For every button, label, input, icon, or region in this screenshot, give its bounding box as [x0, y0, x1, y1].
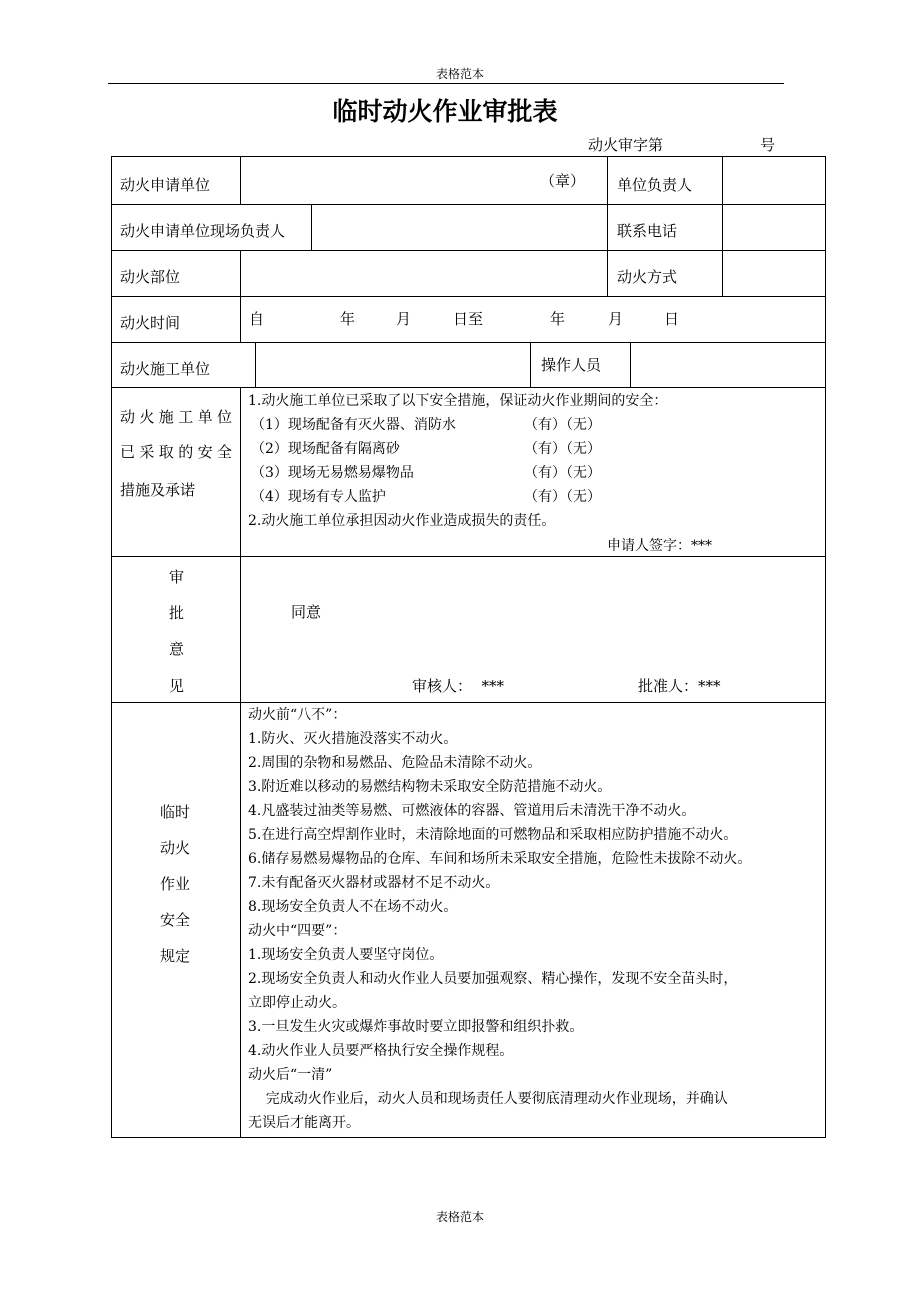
- location-field[interactable]: [242, 252, 606, 295]
- rules-line: 8.现场安全负责人不在场不动火。: [248, 899, 458, 915]
- measure-item-1: （1）现场配备有灭火器、消防水: [251, 417, 456, 433]
- doc-number-prefix: 动火审字第: [588, 136, 664, 154]
- measures-label-line-1: 动火施工单位: [120, 408, 237, 426]
- rules-line: 2.周围的杂物和易燃品、危险品未清除不动火。: [248, 755, 542, 771]
- measure-choice-3[interactable]: （有）（无）: [524, 465, 601, 481]
- page-header: 表格范本: [435, 67, 484, 81]
- operator-field[interactable]: [632, 344, 824, 386]
- measures-intro: 1.动火施工单位已采取了以下安全措施，保证动火作业期间的安全：: [248, 393, 668, 409]
- operator-label: 操作人员: [541, 356, 602, 374]
- time-day-2: 日: [664, 310, 680, 328]
- approval-label-char-1: 审: [169, 568, 185, 586]
- rules-label-line-5: 规定: [160, 947, 191, 965]
- rules-label-line-4: 安全: [160, 911, 191, 929]
- phone-field[interactable]: [724, 206, 824, 249]
- measure-item-4: （4）现场有专人监护: [251, 489, 386, 505]
- approval-opinion: 同意: [291, 603, 322, 621]
- measures-label-line-2: 已采取的安全: [120, 443, 237, 461]
- rules-label-line-1: 临时: [160, 803, 191, 821]
- measures-label-line-3: 措施及承诺: [120, 481, 196, 499]
- measures-commitment: 2.动火施工单位承担因动火作业造成损失的责任。: [248, 513, 556, 529]
- measure-choice-2[interactable]: （有）（无）: [524, 441, 601, 457]
- site-leader-label: 动火申请单位现场负责人: [120, 222, 286, 240]
- time-day-to: 日至: [453, 310, 484, 328]
- rules-line: 7.未有配备灭火器材或器材不足不动火。: [248, 875, 500, 891]
- rules-line: 无误后才能离开。: [248, 1115, 360, 1131]
- measure-choice-4[interactable]: （有）（无）: [524, 489, 601, 505]
- time-month-1: 月: [396, 310, 412, 328]
- seal-mark: （章）: [540, 172, 586, 190]
- rules-text: [248, 703, 751, 1135]
- rules-line: 3.一旦发生火灾或爆炸事故时要立即报警和组织扑救。: [248, 1019, 584, 1035]
- contractor-label: 动火施工单位: [120, 360, 211, 378]
- form-title: 临时动火作业审批表: [332, 97, 558, 126]
- rules-line: 动火后“一清”: [248, 1067, 333, 1083]
- rules-line: 完成动火作业后，动火人员和现场责任人要彻底清理动火作业现场，并确认: [248, 1091, 728, 1107]
- site-leader-field[interactable]: [313, 206, 606, 249]
- rules-label-line-3: 作业: [160, 875, 191, 893]
- header-rule: [108, 83, 784, 84]
- method-field[interactable]: [724, 252, 824, 295]
- phone-label: 联系电话: [617, 222, 678, 240]
- rules-line: 3.附近难以移动的易燃结构物未采取安全防范措施不动火。: [248, 779, 612, 795]
- approval-label-char-2: 批: [169, 604, 185, 622]
- measure-item-2: （2）现场配备有隔离砂: [251, 441, 400, 457]
- applicant-unit-label: 动火申请单位: [120, 176, 211, 194]
- doc-number-suffix: 号: [760, 136, 776, 154]
- page-footer: 表格范本: [435, 1210, 484, 1224]
- time-from: 自: [249, 310, 265, 328]
- rules-line: 立即停止动火。: [248, 995, 346, 1011]
- applicant-signature: 申请人签字：***: [607, 538, 712, 554]
- rules-line: 动火中“四要”：: [248, 923, 347, 939]
- approval-label-char-3: 意: [169, 640, 185, 658]
- rules-line: 6.储存易燃易爆物品的仓库、车间和场所未采取安全措施，危险性未拔除不动火。: [248, 851, 752, 867]
- unit-leader-field[interactable]: [724, 158, 824, 203]
- time-year-2: 年: [550, 310, 566, 328]
- rules-line: 4.凡盛装过油类等易燃、可燃液体的容器、管道用后未清洗干净不动火。: [248, 803, 696, 819]
- rules-line: 动火前“八不”：: [248, 707, 347, 723]
- measure-choice-1[interactable]: （有）（无）: [524, 417, 601, 433]
- rules-line: 5.在进行高空焊割作业时，未清除地面的可燃物品和采取相应防护措施不动火。: [248, 827, 738, 843]
- applicant-unit-field[interactable]: [242, 158, 606, 203]
- rules-label-line-2: 动火: [160, 839, 191, 857]
- measure-item-3: （3）现场无易燃易爆物品: [251, 465, 414, 481]
- unit-leader-label: 单位负责人: [617, 176, 693, 194]
- method-label: 动火方式: [617, 268, 678, 286]
- time-label: 动火时间: [120, 314, 181, 332]
- approval-label-char-4: 见: [169, 677, 185, 695]
- location-label: 动火部位: [120, 268, 181, 286]
- rules-line: 4.动火作业人员要严格执行安全操作规程。: [248, 1043, 514, 1059]
- rules-line: 1.现场安全负责人要坚守岗位。: [248, 947, 444, 963]
- reviewer-signature: 审核人： ***: [412, 677, 505, 695]
- approver-signature: 批准人：***: [638, 677, 721, 695]
- rules-line: 2.现场安全负责人和动火作业人员要加强观察、精心操作，发现不安全苗头时，: [248, 971, 738, 987]
- time-month-2: 月: [608, 310, 624, 328]
- time-year-1: 年: [340, 310, 356, 328]
- contractor-field[interactable]: [257, 344, 529, 386]
- rules-line: 1.防火、灭火措施没落实不动火。: [248, 731, 458, 747]
